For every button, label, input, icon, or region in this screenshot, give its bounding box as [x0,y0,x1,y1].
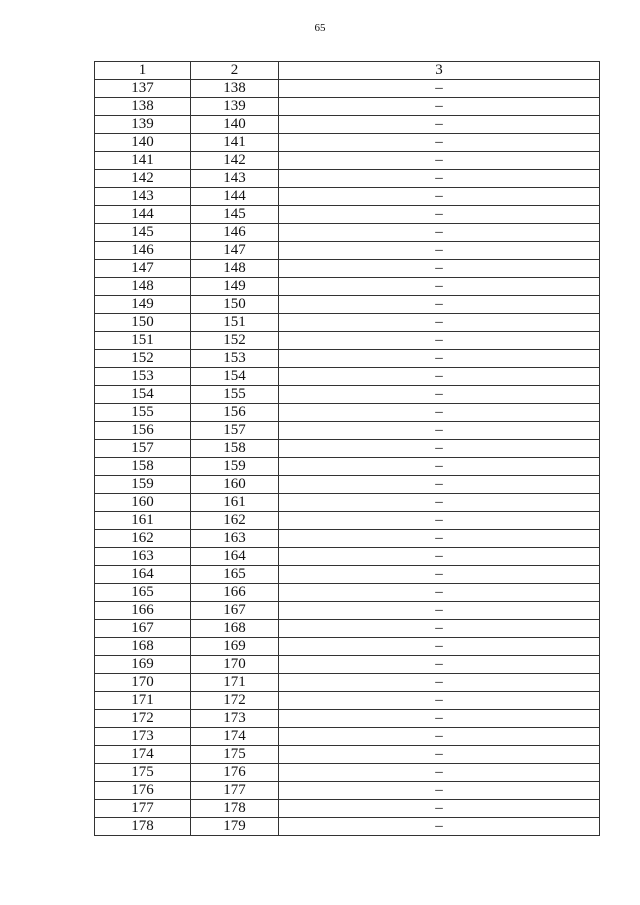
table-cell: 159 [95,476,191,494]
table-cell: 166 [95,602,191,620]
table-cell: 141 [191,134,279,152]
table-cell: 162 [191,512,279,530]
table-row [95,476,600,494]
table-cell: – [279,746,600,764]
table-row [95,404,600,422]
table-cell: 155 [95,404,191,422]
table-cell: – [279,332,600,350]
table-cell: – [279,278,600,296]
table-cell: 173 [191,710,279,728]
table-row [95,440,600,458]
page-number: 65 [314,22,326,34]
table-row [95,764,600,782]
table-cell: 156 [191,404,279,422]
table-row [95,152,600,170]
table-cell: – [279,368,600,386]
table-cell: 138 [95,98,191,116]
table-cell: – [279,422,600,440]
table-cell: 149 [191,278,279,296]
table-row [95,566,600,584]
table-cell: 140 [191,116,279,134]
table-row [95,278,600,296]
table-row [95,116,600,134]
table-cell: 142 [191,152,279,170]
table-cell: – [279,584,600,602]
table-cell: – [279,494,600,512]
table-cell: 164 [95,566,191,584]
table-cell: – [279,728,600,746]
table-cell: – [279,818,600,836]
table-cell: 144 [95,206,191,224]
table-cell: 148 [95,278,191,296]
table-cell: 159 [191,458,279,476]
table-row [95,260,600,278]
table-cell: 170 [191,656,279,674]
table-cell: 152 [191,332,279,350]
table-row [95,800,600,818]
table-cell: 150 [191,296,279,314]
table-cell: 160 [191,476,279,494]
table-cell: 176 [95,782,191,800]
table-cell: 161 [191,494,279,512]
table-cell: 169 [95,656,191,674]
table-cell: 171 [95,692,191,710]
table-cell: – [279,692,600,710]
table-cell: 173 [95,728,191,746]
table-row [95,548,600,566]
table-row [95,458,600,476]
table-cell: – [279,314,600,332]
table-cell: – [279,800,600,818]
table-cell: 166 [191,584,279,602]
table-cell: 140 [95,134,191,152]
table-row [95,692,600,710]
table-row [95,782,600,800]
table-row [95,224,600,242]
table-cell: 139 [95,116,191,134]
table-cell: 171 [191,674,279,692]
table-cell: 164 [191,548,279,566]
table-cell: 153 [95,368,191,386]
table-cell: 162 [95,530,191,548]
table-cell: 141 [95,152,191,170]
table-cell: 146 [95,242,191,260]
table-cell: 168 [191,620,279,638]
table-cell: 168 [95,638,191,656]
table-row [95,746,600,764]
table-cell: – [279,440,600,458]
table-cell: 147 [95,260,191,278]
table-row [95,656,600,674]
table-row [95,332,600,350]
table-cell: 175 [191,746,279,764]
table-row [95,584,600,602]
table-cell: 151 [95,332,191,350]
table-row [95,134,600,152]
table-cell: 169 [191,638,279,656]
table-cell: 137 [95,80,191,98]
table-cell: 155 [191,386,279,404]
table-row [95,386,600,404]
table-cell: – [279,386,600,404]
header-cell: 2 [191,62,279,80]
table-row [95,350,600,368]
table-cell: 167 [191,602,279,620]
table-cell: – [279,620,600,638]
table-cell: 163 [95,548,191,566]
table-row [95,620,600,638]
table-cell: – [279,152,600,170]
table-row [95,512,600,530]
table-row [95,80,600,98]
table-cell: – [279,404,600,422]
table-cell: – [279,188,600,206]
table-cell: – [279,710,600,728]
table-cell: 154 [191,368,279,386]
table-cell: 165 [191,566,279,584]
data-table [94,61,600,836]
table-cell: 175 [95,764,191,782]
table-row [95,242,600,260]
table-cell: 148 [191,260,279,278]
table-cell: 143 [191,170,279,188]
table-cell: 156 [95,422,191,440]
table-cell: 172 [95,710,191,728]
table-cell: 142 [95,170,191,188]
table-cell: 157 [95,440,191,458]
table-cell: – [279,458,600,476]
table-cell: 143 [95,188,191,206]
table-cell: – [279,134,600,152]
table-cell: 138 [191,80,279,98]
table-cell: 145 [191,206,279,224]
table-cell: 172 [191,692,279,710]
table-header-row [95,62,600,80]
table-cell: 174 [191,728,279,746]
table-row [95,170,600,188]
table-cell: – [279,512,600,530]
table-cell: 151 [191,314,279,332]
table-cell: – [279,80,600,98]
table-cell: – [279,566,600,584]
table-row [95,98,600,116]
table-cell: – [279,242,600,260]
table-cell: – [279,674,600,692]
table-row [95,368,600,386]
table-cell: – [279,530,600,548]
table-cell: – [279,296,600,314]
table-row [95,710,600,728]
table-cell: – [279,548,600,566]
table-cell: 177 [191,782,279,800]
table-cell: 147 [191,242,279,260]
table-cell: – [279,602,600,620]
table-row [95,818,600,836]
table-cell: 158 [95,458,191,476]
table-cell: 144 [191,188,279,206]
table-cell: 165 [95,584,191,602]
table-cell: 150 [95,314,191,332]
table-row [95,674,600,692]
table-cell: 158 [191,440,279,458]
header-cell: 1 [95,62,191,80]
table-cell: – [279,170,600,188]
table-cell: 178 [191,800,279,818]
table-row [95,296,600,314]
table-cell: 167 [95,620,191,638]
table-row [95,494,600,512]
table-cell: 161 [95,512,191,530]
table-cell: 152 [95,350,191,368]
table-row [95,638,600,656]
table-cell: 170 [95,674,191,692]
table-cell: 139 [191,98,279,116]
table-row [95,314,600,332]
table-cell: 146 [191,224,279,242]
table-cell: 176 [191,764,279,782]
table-row [95,530,600,548]
table-cell: 160 [95,494,191,512]
table-cell: 163 [191,530,279,548]
header-cell: 3 [279,62,600,80]
table-row [95,188,600,206]
table-cell: – [279,782,600,800]
table-cell: – [279,350,600,368]
table-cell: 179 [191,818,279,836]
table-cell: 157 [191,422,279,440]
table-cell: 149 [95,296,191,314]
table-row [95,728,600,746]
table-row [95,602,600,620]
table-cell: 177 [95,800,191,818]
table-cell: 174 [95,746,191,764]
table-cell: 153 [191,350,279,368]
table-cell: – [279,224,600,242]
table-row [95,422,600,440]
table-cell: – [279,116,600,134]
table-cell: – [279,98,600,116]
table-cell: – [279,638,600,656]
table-cell: – [279,206,600,224]
table-row [95,206,600,224]
table-cell: 145 [95,224,191,242]
table-cell: – [279,764,600,782]
table-cell: 178 [95,818,191,836]
table-cell: – [279,260,600,278]
table-cell: – [279,476,600,494]
table-cell: – [279,656,600,674]
table-cell: 154 [95,386,191,404]
